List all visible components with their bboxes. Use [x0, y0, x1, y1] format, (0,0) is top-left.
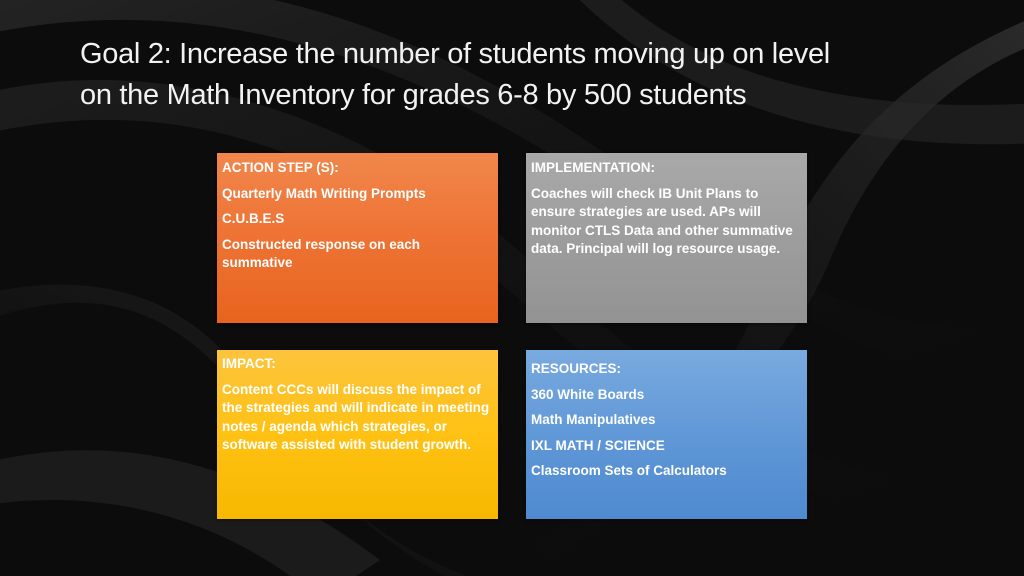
resources-panel: [526, 350, 807, 519]
resources-heading: RESOURCES:: [531, 361, 622, 376]
implementation-text: Coaches will check IB Unit Plans to ensure strategies are used. APs will monitor CTLS Data and other summative data. Principal will log resource usage.: [531, 185, 793, 256]
impact-heading: IMPACT:: [222, 356, 276, 371]
slide-title-line-2: on the Math Inventory for grades 6-8 by 500 students: [80, 79, 747, 111]
impact-panel: [217, 350, 498, 519]
implementation-panel: [526, 153, 807, 323]
action-step-item: C.U.B.E.S: [222, 211, 285, 226]
action-step-item: Quarterly Math Writing Prompts: [222, 185, 426, 201]
resources-item: 360 White Boards: [531, 386, 645, 402]
resources-item: Math Manipulatives: [531, 412, 656, 427]
action-step-item: Constructed response on each summative: [222, 236, 421, 270]
implementation-heading: IMPLEMENTATION:: [531, 160, 655, 175]
impact-text: Content CCCs will discuss the impact of the strategies and will indicate in meeting notes / agenda which strategies, or software assisted with student growth.: [222, 381, 490, 452]
resources-item: Classroom Sets of Calculators: [531, 463, 727, 478]
action-step-heading: ACTION STEP (S):: [222, 160, 339, 175]
slide-title-line-1: Goal 2: Increase the number of students moving up on level: [80, 38, 830, 70]
action-step-panel: [217, 153, 498, 323]
slide-title: [80, 34, 980, 116]
resources-item: IXL MATH / SCIENCE: [531, 437, 665, 453]
